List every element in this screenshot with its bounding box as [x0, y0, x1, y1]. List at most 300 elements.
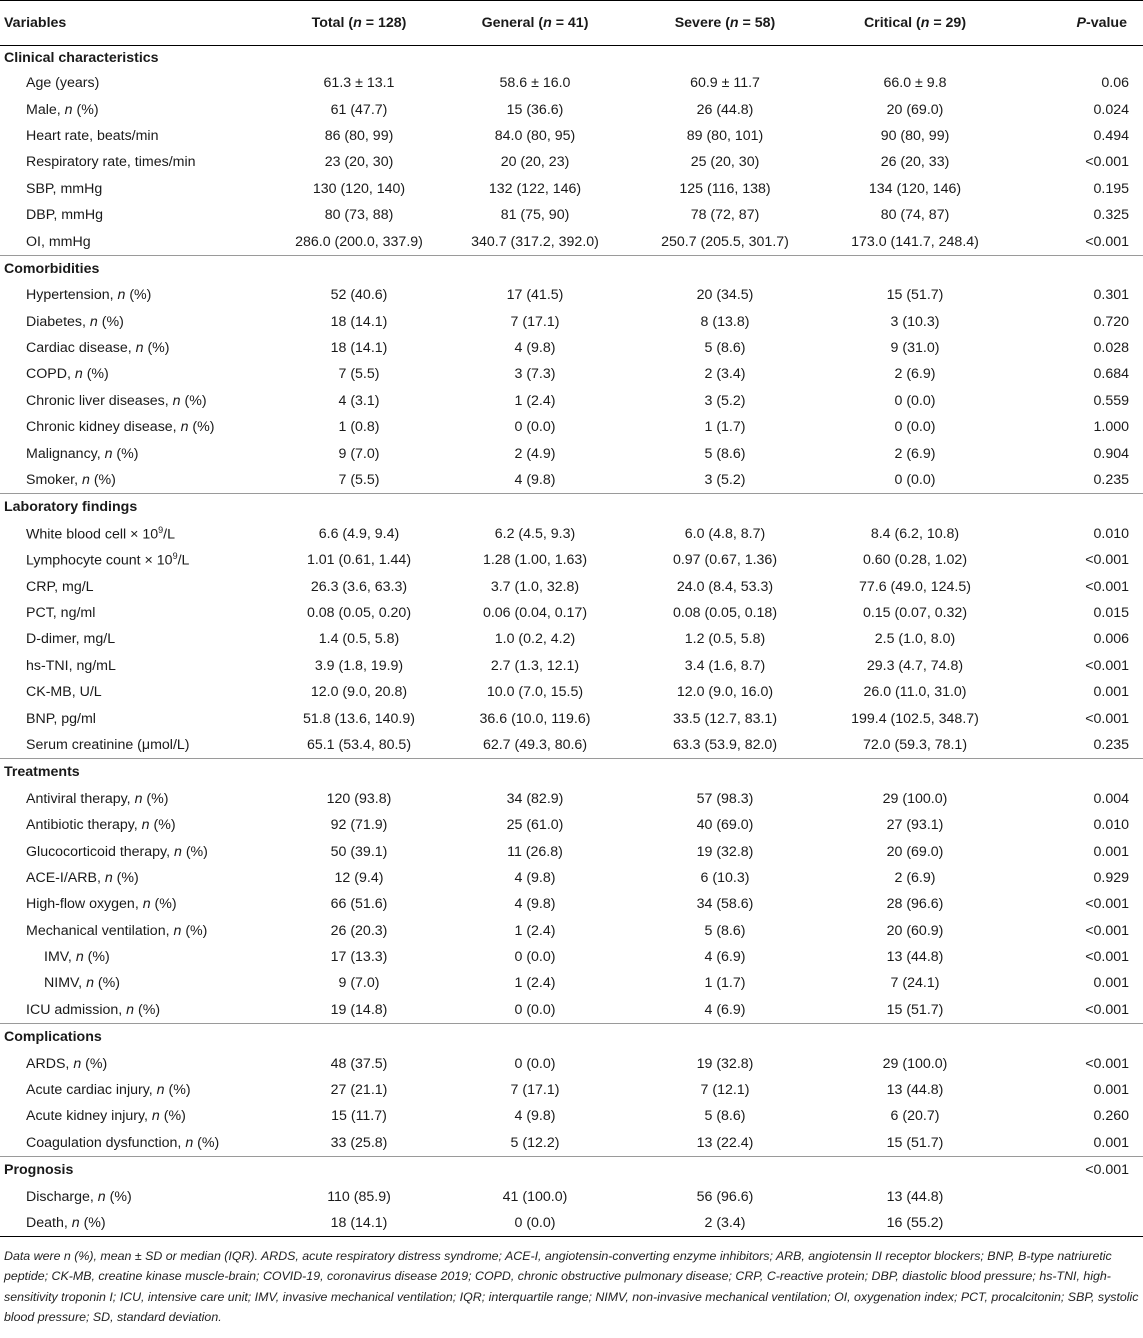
critical-cell: 0 (0.0) [894, 392, 936, 409]
general-cell: 1 (2.4) [514, 392, 556, 409]
section-label: Treatments [0, 759, 1010, 786]
p-value-cell: 0.904 [1093, 445, 1129, 462]
critical-cell: 15 (51.7) [886, 1134, 944, 1151]
total-cell: 86 (80, 99) [324, 127, 394, 144]
p-value-cell [1010, 494, 1143, 521]
critical-cell: 26 (20, 33) [880, 154, 950, 171]
severe-cell: 5 (8.6) [704, 1108, 746, 1125]
general-cell: 4 (9.8) [514, 1108, 556, 1125]
general-cell: 1 (2.4) [514, 922, 556, 939]
variable-label: Antibiotic therapy, n (%) [26, 817, 176, 834]
p-value-cell: <0.001 [1085, 710, 1129, 727]
total-cell: 6.6 (4.9, 9.4) [318, 525, 400, 542]
critical-cell: 0 (0.0) [894, 472, 936, 489]
total-cell: 286.0 (200.0, 337.9) [295, 233, 423, 250]
severe-cell: 5 (8.6) [704, 445, 746, 462]
p-value-cell: 0.720 [1093, 313, 1129, 330]
header-general: General (n = 41) [440, 1, 630, 46]
variable-label: Chronic liver diseases, n (%) [26, 392, 207, 409]
variable-label: BNP, pg/ml [26, 710, 96, 727]
critical-cell: 7 (24.1) [890, 975, 940, 992]
header-total: Total (n = 128) [278, 1, 440, 46]
variable-label: Diabetes, n (%) [26, 313, 124, 330]
general-cell: 132 (122, 146) [488, 180, 582, 197]
p-value-cell: 0.010 [1093, 817, 1129, 834]
severe-cell: 56 (96.6) [696, 1188, 754, 1205]
severe-cell: 4 (6.9) [704, 949, 746, 966]
critical-cell: 16 (55.2) [820, 1210, 1010, 1237]
total-cell: 80 (73, 88) [324, 207, 394, 224]
severe-cell: 89 (80, 101) [686, 127, 764, 144]
table-row [0, 970, 1143, 996]
p-value-cell [1010, 1183, 1143, 1209]
variable-label: hs-TNI, ng/mL [26, 657, 116, 674]
severe-cell: 5 (8.6) [704, 340, 746, 357]
severe-cell: 0.08 (0.05, 0.18) [672, 605, 778, 621]
table-row [0, 228, 1143, 255]
table-row [0, 1050, 1143, 1076]
variable-label: High-flow oxygen, n (%) [26, 896, 177, 913]
table-row [0, 891, 1143, 917]
general-cell: 0 (0.0) [514, 949, 556, 966]
table-row [0, 547, 1143, 573]
severe-cell: 13 (22.4) [696, 1134, 754, 1151]
total-cell: 66 (51.6) [330, 896, 388, 913]
severe-cell: 25 (20, 30) [690, 154, 760, 171]
p-value-cell: 0.929 [1093, 869, 1129, 886]
table-row [0, 1183, 1143, 1209]
total-cell: 130 (120, 140) [312, 180, 406, 197]
critical-cell: 13 (44.8) [886, 1082, 944, 1099]
variable-label: Mechanical ventilation, n (%) [26, 922, 208, 939]
variable-label: Cardiac disease, n (%) [26, 340, 170, 357]
p-value-cell: <0.001 [1085, 1001, 1129, 1018]
critical-cell: 13 (44.8) [886, 1188, 944, 1205]
total-cell: 61 (47.7) [330, 101, 388, 118]
critical-cell: 80 (74, 87) [880, 207, 950, 224]
table-row [0, 70, 1143, 96]
severe-cell: 1.2 (0.5, 5.8) [684, 631, 766, 648]
variable-label: Male, n (%) [26, 101, 99, 118]
variable-label: Death, n (%) [0, 1210, 278, 1237]
p-value-cell: 0.06 [1101, 75, 1129, 92]
general-cell: 36.6 (10.0, 119.6) [479, 710, 591, 727]
p-value-cell: 0.001 [1093, 843, 1129, 860]
severe-cell: 2 (3.4) [630, 1210, 820, 1237]
total-cell: 27 (21.1) [330, 1082, 388, 1099]
general-cell: 34 (82.9) [506, 790, 564, 807]
table-row [0, 467, 1143, 494]
variable-label: ICU admission, n (%) [26, 1001, 161, 1018]
p-value-cell [1010, 759, 1143, 786]
severe-cell: 8 (13.8) [700, 313, 750, 330]
critical-cell: 0.15 (0.07, 0.32) [862, 605, 968, 621]
general-cell: 3 (7.3) [514, 366, 556, 383]
variable-label: Acute cardiac injury, n (%) [26, 1082, 191, 1099]
critical-cell: 27 (93.1) [886, 817, 944, 834]
general-cell: 4 (9.8) [514, 472, 556, 489]
critical-cell: 15 (51.7) [886, 1001, 944, 1018]
variable-label: Respiratory rate, times/min [26, 154, 196, 171]
general-cell: 340.7 (317.2, 392.0) [471, 233, 599, 250]
general-cell: 20 (20, 23) [500, 154, 570, 171]
section-label: Laboratory findings [0, 494, 1010, 521]
header-row [0, 1, 1143, 46]
table-row [0, 786, 1143, 812]
severe-cell: 5 (8.6) [704, 922, 746, 939]
p-value-cell: 0.559 [1093, 392, 1129, 409]
section-label: Clinical characteristics [4, 50, 159, 66]
p-value-cell: <0.001 [1085, 154, 1129, 171]
p-value-cell: <0.001 [1010, 1157, 1143, 1184]
general-cell: 0 (0.0) [514, 419, 556, 436]
critical-cell: 8.4 (6.2, 10.8) [870, 525, 960, 542]
general-cell: 11 (26.8) [507, 843, 563, 860]
p-value-cell: 0.301 [1093, 287, 1129, 304]
general-cell: 0 (0.0) [440, 1210, 630, 1237]
critical-cell: 13 (44.8) [886, 949, 944, 966]
variable-label: CK-MB, U/L [26, 684, 102, 701]
total-cell: 50 (39.1) [330, 843, 388, 860]
critical-cell: 0 (0.0) [894, 419, 936, 436]
general-cell: 10.0 (7.0, 15.5) [486, 684, 584, 701]
variable-label: Discharge, n (%) [26, 1188, 132, 1205]
variable-label: White blood cell × $10^9/L$ [26, 524, 175, 543]
severe-cell: 34 (58.6) [696, 896, 754, 913]
severe-cell: 0.97 (0.67, 1.36) [672, 552, 778, 569]
header-critical: Critical (n = 29) [820, 1, 1010, 46]
general-cell: 84.0 (80, 95) [494, 127, 576, 144]
total-cell: 9 (7.0) [338, 975, 380, 992]
general-cell: 0.06 (0.04, 0.17) [482, 605, 588, 621]
total-cell: 18 (14.1) [330, 313, 388, 330]
p-value-cell: <0.001 [1085, 657, 1129, 674]
critical-cell: 77.6 (49.0, 124.5) [858, 578, 971, 595]
table-row [0, 653, 1143, 679]
severe-cell: 26 (44.8) [696, 101, 754, 118]
p-value-cell: <0.001 [1085, 949, 1129, 966]
severe-cell: 6 (10.3) [700, 869, 750, 886]
table-row [0, 440, 1143, 466]
p-value-cell [1010, 255, 1143, 282]
general-cell: 1.0 (0.2, 4.2) [494, 631, 576, 648]
general-cell: 6.2 (4.5, 9.3) [494, 525, 576, 542]
severe-cell: 2 (3.4) [704, 366, 746, 383]
total-cell: 3.9 (1.8, 19.9) [314, 657, 404, 674]
general-cell: 4 (9.8) [514, 340, 556, 357]
table-row [0, 388, 1143, 414]
general-cell: 15 (36.6) [506, 101, 564, 118]
p-value-cell: 0.006 [1093, 631, 1129, 648]
general-cell: 41 (100.0) [502, 1188, 568, 1205]
table-row [0, 679, 1143, 705]
general-cell: 7 (17.1) [510, 1082, 560, 1099]
critical-cell: 15 (51.7) [886, 287, 944, 304]
total-cell: 52 (40.6) [330, 287, 388, 304]
general-cell: 3.7 (1.0, 32.8) [490, 578, 580, 595]
severe-cell: 6.0 (4.8, 8.7) [684, 525, 766, 542]
total-cell: 12.0 (9.0, 20.8) [310, 684, 408, 701]
table-row [0, 705, 1143, 731]
p-value-cell [1010, 1024, 1143, 1051]
p-value-cell: 0.235 [1093, 472, 1129, 489]
general-cell: 62.7 (49.3, 80.6) [482, 736, 588, 753]
general-cell: 5 (12.2) [510, 1134, 560, 1151]
severe-cell: 78 (72, 87) [690, 207, 760, 224]
critical-cell: 2.5 (1.0, 8.0) [874, 631, 956, 648]
table-row [0, 202, 1143, 228]
section-row [0, 759, 1143, 786]
total-cell: 18 (14.1) [278, 1210, 440, 1237]
severe-cell: 7 (12.1) [700, 1082, 750, 1099]
table-row [0, 573, 1143, 599]
table-row [0, 149, 1143, 175]
variable-label: Smoker, n (%) [26, 472, 116, 489]
p-value-cell: 1.000 [1093, 419, 1129, 436]
table-row [0, 1103, 1143, 1129]
header-severe: Severe (n = 58) [630, 1, 820, 46]
general-cell: 2 (4.9) [514, 445, 556, 462]
table-row [0, 1077, 1143, 1103]
total-cell: 17 (13.3) [330, 949, 388, 966]
severe-cell: 60.9 ± 11.7 [690, 75, 760, 92]
p-value-cell: 0.235 [1093, 736, 1129, 753]
p-value-cell: <0.001 [1085, 578, 1129, 595]
critical-cell: 29 (100.0) [882, 790, 948, 807]
header-variables: Variables [0, 1, 278, 46]
general-cell: 81 (75, 90) [500, 207, 570, 224]
general-cell: 7 (17.1) [510, 313, 560, 330]
p-value-cell: 0.010 [1093, 525, 1129, 542]
variable-label: ARDS, n (%) [26, 1055, 108, 1072]
total-cell: 18 (14.1) [330, 340, 388, 357]
table-row [0, 1130, 1143, 1157]
p-value-cell: <0.001 [1085, 233, 1129, 250]
variable-label: IMV, n (%) [44, 949, 110, 966]
general-cell: 4 (9.8) [514, 869, 556, 886]
table-row [0, 335, 1143, 361]
total-cell: 33 (25.8) [330, 1134, 388, 1151]
variable-label: Age (years) [26, 75, 100, 92]
total-cell: 65.1 (53.4, 80.5) [306, 736, 412, 753]
general-cell: 2.7 (1.3, 12.1) [490, 657, 580, 674]
general-cell: 58.6 ± 16.0 [499, 75, 571, 92]
severe-cell: 57 (98.3) [696, 790, 754, 807]
table-row [0, 600, 1143, 626]
table-row [0, 282, 1143, 308]
total-cell: 23 (20, 30) [324, 154, 394, 171]
section-row [0, 255, 1143, 282]
critical-cell: 2 (6.9) [894, 869, 936, 886]
total-cell: 48 (37.5) [330, 1055, 388, 1072]
critical-cell: 72.0 (59.3, 78.1) [862, 736, 968, 753]
table-row [0, 361, 1143, 387]
p-value-cell [1010, 1210, 1143, 1237]
p-value-cell: <0.001 [1085, 552, 1129, 569]
critical-cell: 2 (6.9) [894, 445, 936, 462]
table-row [0, 626, 1143, 652]
total-cell: 0.08 (0.05, 0.20) [306, 605, 412, 621]
p-value-cell: 0.024 [1093, 101, 1129, 118]
severe-cell: 1 (1.7) [704, 975, 746, 992]
severe-cell: 33.5 (12.7, 83.1) [672, 710, 778, 727]
variable-label: CRP, mg/L [26, 578, 94, 595]
table-row [0, 309, 1143, 335]
general-cell: 1 (2.4) [514, 975, 556, 992]
total-cell: 15 (11.7) [331, 1108, 387, 1125]
total-cell: 12 (9.4) [334, 869, 384, 886]
critical-cell: 28 (96.6) [886, 896, 944, 913]
p-value-cell: 0.001 [1093, 1134, 1129, 1151]
table-row [0, 414, 1143, 440]
table-row [0, 96, 1143, 122]
p-value-cell: 0.195 [1093, 180, 1129, 197]
critical-cell: 0.60 (0.28, 1.02) [862, 552, 968, 569]
section-label: Complications [0, 1024, 1010, 1051]
p-value-cell: 0.260 [1093, 1108, 1129, 1125]
variable-label: SBP, mmHg [26, 180, 103, 197]
severe-cell: 250.7 (205.5, 301.7) [661, 233, 789, 250]
general-cell: 17 (41.5) [506, 287, 564, 304]
variable-label: Coagulation dysfunction, n (%) [26, 1134, 220, 1151]
header-p-value: P-value [1010, 1, 1143, 46]
variable-label: OI, mmHg [26, 233, 91, 250]
total-cell: 61.3 ± 13.1 [323, 75, 395, 92]
severe-cell: 40 (69.0) [696, 817, 754, 834]
variable-label: Serum creatinine (μmol/L) [26, 736, 190, 753]
severe-cell: 1 (1.7) [704, 419, 746, 436]
variable-label: DBP, mmHg [26, 207, 103, 224]
p-value-cell: 0.684 [1093, 366, 1129, 383]
p-value-cell: <0.001 [1085, 922, 1129, 939]
section-row [0, 46, 1143, 71]
critical-cell: 26.0 (11.0, 31.0) [863, 684, 967, 701]
section-row [0, 1024, 1143, 1051]
severe-cell: 63.3 (53.9, 82.0) [672, 736, 778, 753]
total-cell: 7 (5.5) [338, 366, 380, 383]
severe-cell: 3 (5.2) [704, 472, 746, 489]
total-cell: 4 (3.1) [338, 392, 380, 409]
critical-cell: 173.0 (141.7, 248.4) [851, 233, 979, 250]
table-row [0, 1210, 1143, 1237]
general-cell: 25 (61.0) [506, 817, 564, 834]
section-label: Prognosis [0, 1157, 1010, 1184]
total-cell: 120 (93.8) [326, 790, 392, 807]
severe-cell: 24.0 (8.4, 53.3) [676, 578, 774, 595]
p-value-cell: <0.001 [1085, 896, 1129, 913]
p-value-cell: 0.015 [1093, 605, 1129, 621]
variable-label: COPD, n (%) [26, 366, 109, 383]
total-cell: 1.4 (0.5, 5.8) [318, 631, 400, 648]
table-body [0, 46, 1143, 1237]
critical-cell: 29.3 (4.7, 74.8) [866, 657, 964, 674]
severe-cell: 3 (5.2) [704, 392, 746, 409]
variable-label: Chronic kidney disease, n (%) [26, 419, 215, 436]
table-row [0, 521, 1143, 547]
total-cell: 1 (0.8) [338, 419, 380, 436]
variable-label: Malignancy, n (%) [26, 445, 139, 462]
table-row [0, 123, 1143, 149]
general-cell: 1.28 (1.00, 1.63) [482, 552, 588, 569]
critical-cell: 9 (31.0) [890, 340, 940, 357]
variable-label: Antiviral therapy, n (%) [26, 790, 169, 807]
table-row [0, 812, 1143, 838]
p-value-cell: 0.001 [1093, 684, 1129, 701]
p-value-cell: 0.325 [1093, 207, 1129, 224]
severe-cell: 3.4 (1.6, 8.7) [684, 657, 766, 674]
total-cell: 9 (7.0) [338, 445, 380, 462]
variable-label: NIMV, n (%) [44, 975, 120, 992]
table-row [0, 865, 1143, 891]
critical-cell: 66.0 ± 9.8 [883, 75, 947, 92]
section-label: Comorbidities [0, 255, 1010, 282]
variable-label: Acute kidney injury, n (%) [26, 1108, 186, 1125]
table-row [0, 918, 1143, 944]
severe-cell: 20 (34.5) [696, 287, 754, 304]
variable-label: PCT, ng/ml [26, 605, 96, 621]
total-cell: 19 (14.8) [330, 1001, 388, 1018]
p-value-cell: 0.028 [1093, 340, 1129, 357]
p-value-cell: <0.001 [1085, 1055, 1129, 1072]
total-cell: 92 (71.9) [330, 817, 388, 834]
table-footnote: Data were n (%), mean ± SD or median (IQR). ARDS, acute respiratory distress syndrome; ACE-I, angiotensin-converting enzyme inhibitors; ARB, angiotensin II receptor blockers; BNP, B-type natriuretic peptide; CK-MB, creatine kinase muscle-brain; COVID-19, coronavirus disease 2019; COPD, chronic obstructive pulmonary disease; CRP, C-reactive protein; DBP, diastolic blood pressure; hs-TNI, high-sensitivity troponin I; ICU, intensive care unit; IMV, invasive mechanical ventilation; IQR; interquartile range; NIMV, non-invasive mechanical ventilation; OI, oxygenation index; PCT, procalcitonin; SBP, systolic blood pressure; SD, standard deviation. [4, 1249, 1139, 1324]
table-row [0, 997, 1143, 1024]
p-value-cell: 0.001 [1093, 975, 1129, 992]
severe-cell: 125 (116, 138) [679, 180, 771, 197]
variable-label: D-dimer, mg/L [26, 631, 116, 648]
p-value-cell [1010, 46, 1143, 71]
critical-cell: 199.4 (102.5, 348.7) [851, 710, 979, 727]
critical-cell: 90 (80, 99) [880, 127, 950, 144]
severe-cell: 19 (32.8) [696, 843, 754, 860]
severe-cell: 12.0 (9.0, 16.0) [676, 684, 774, 701]
section-row [0, 1157, 1143, 1184]
total-cell: 1.01 (0.61, 1.44) [306, 552, 412, 569]
table-row [0, 838, 1143, 864]
variable-label: Lymphocyte count × $10^9/L$ [26, 551, 190, 570]
section-row [0, 494, 1143, 521]
critical-cell: 20 (69.0) [886, 843, 944, 860]
critical-cell: 134 (120, 146) [868, 180, 962, 197]
severe-cell: 4 (6.9) [704, 1001, 746, 1018]
critical-cell: 2 (6.9) [894, 366, 936, 383]
critical-cell: 6 (20.7) [890, 1108, 940, 1125]
total-cell: 110 (85.9) [327, 1188, 391, 1205]
critical-cell: 3 (10.3) [890, 313, 940, 330]
general-cell: 0 (0.0) [514, 1055, 556, 1072]
critical-cell: 20 (69.0) [886, 101, 944, 118]
variable-label: Hypertension, n (%) [26, 287, 152, 304]
table-row [0, 732, 1143, 759]
critical-cell: 20 (60.9) [886, 922, 944, 939]
total-cell: 26 (20.3) [330, 922, 388, 939]
general-cell: 0 (0.0) [514, 1001, 556, 1018]
total-cell: 51.8 (13.6, 140.9) [302, 710, 415, 727]
total-cell: 7 (5.5) [338, 472, 380, 489]
p-value-cell: 0.004 [1093, 790, 1129, 807]
variable-label: Glucocorticoid therapy, n (%) [26, 843, 208, 860]
variable-label: Heart rate, beats/min [26, 127, 159, 144]
p-value-cell: 0.494 [1093, 127, 1129, 144]
variable-label: ACE-I/ARB, n (%) [26, 869, 139, 886]
severe-cell: 19 (32.8) [696, 1055, 754, 1072]
p-value-cell: 0.001 [1093, 1082, 1129, 1099]
general-cell: 4 (9.8) [514, 896, 556, 913]
table-row [0, 176, 1143, 202]
total-cell: 26.3 (3.6, 63.3) [310, 578, 408, 595]
critical-cell: 29 (100.0) [882, 1055, 948, 1072]
table-row [0, 944, 1143, 970]
